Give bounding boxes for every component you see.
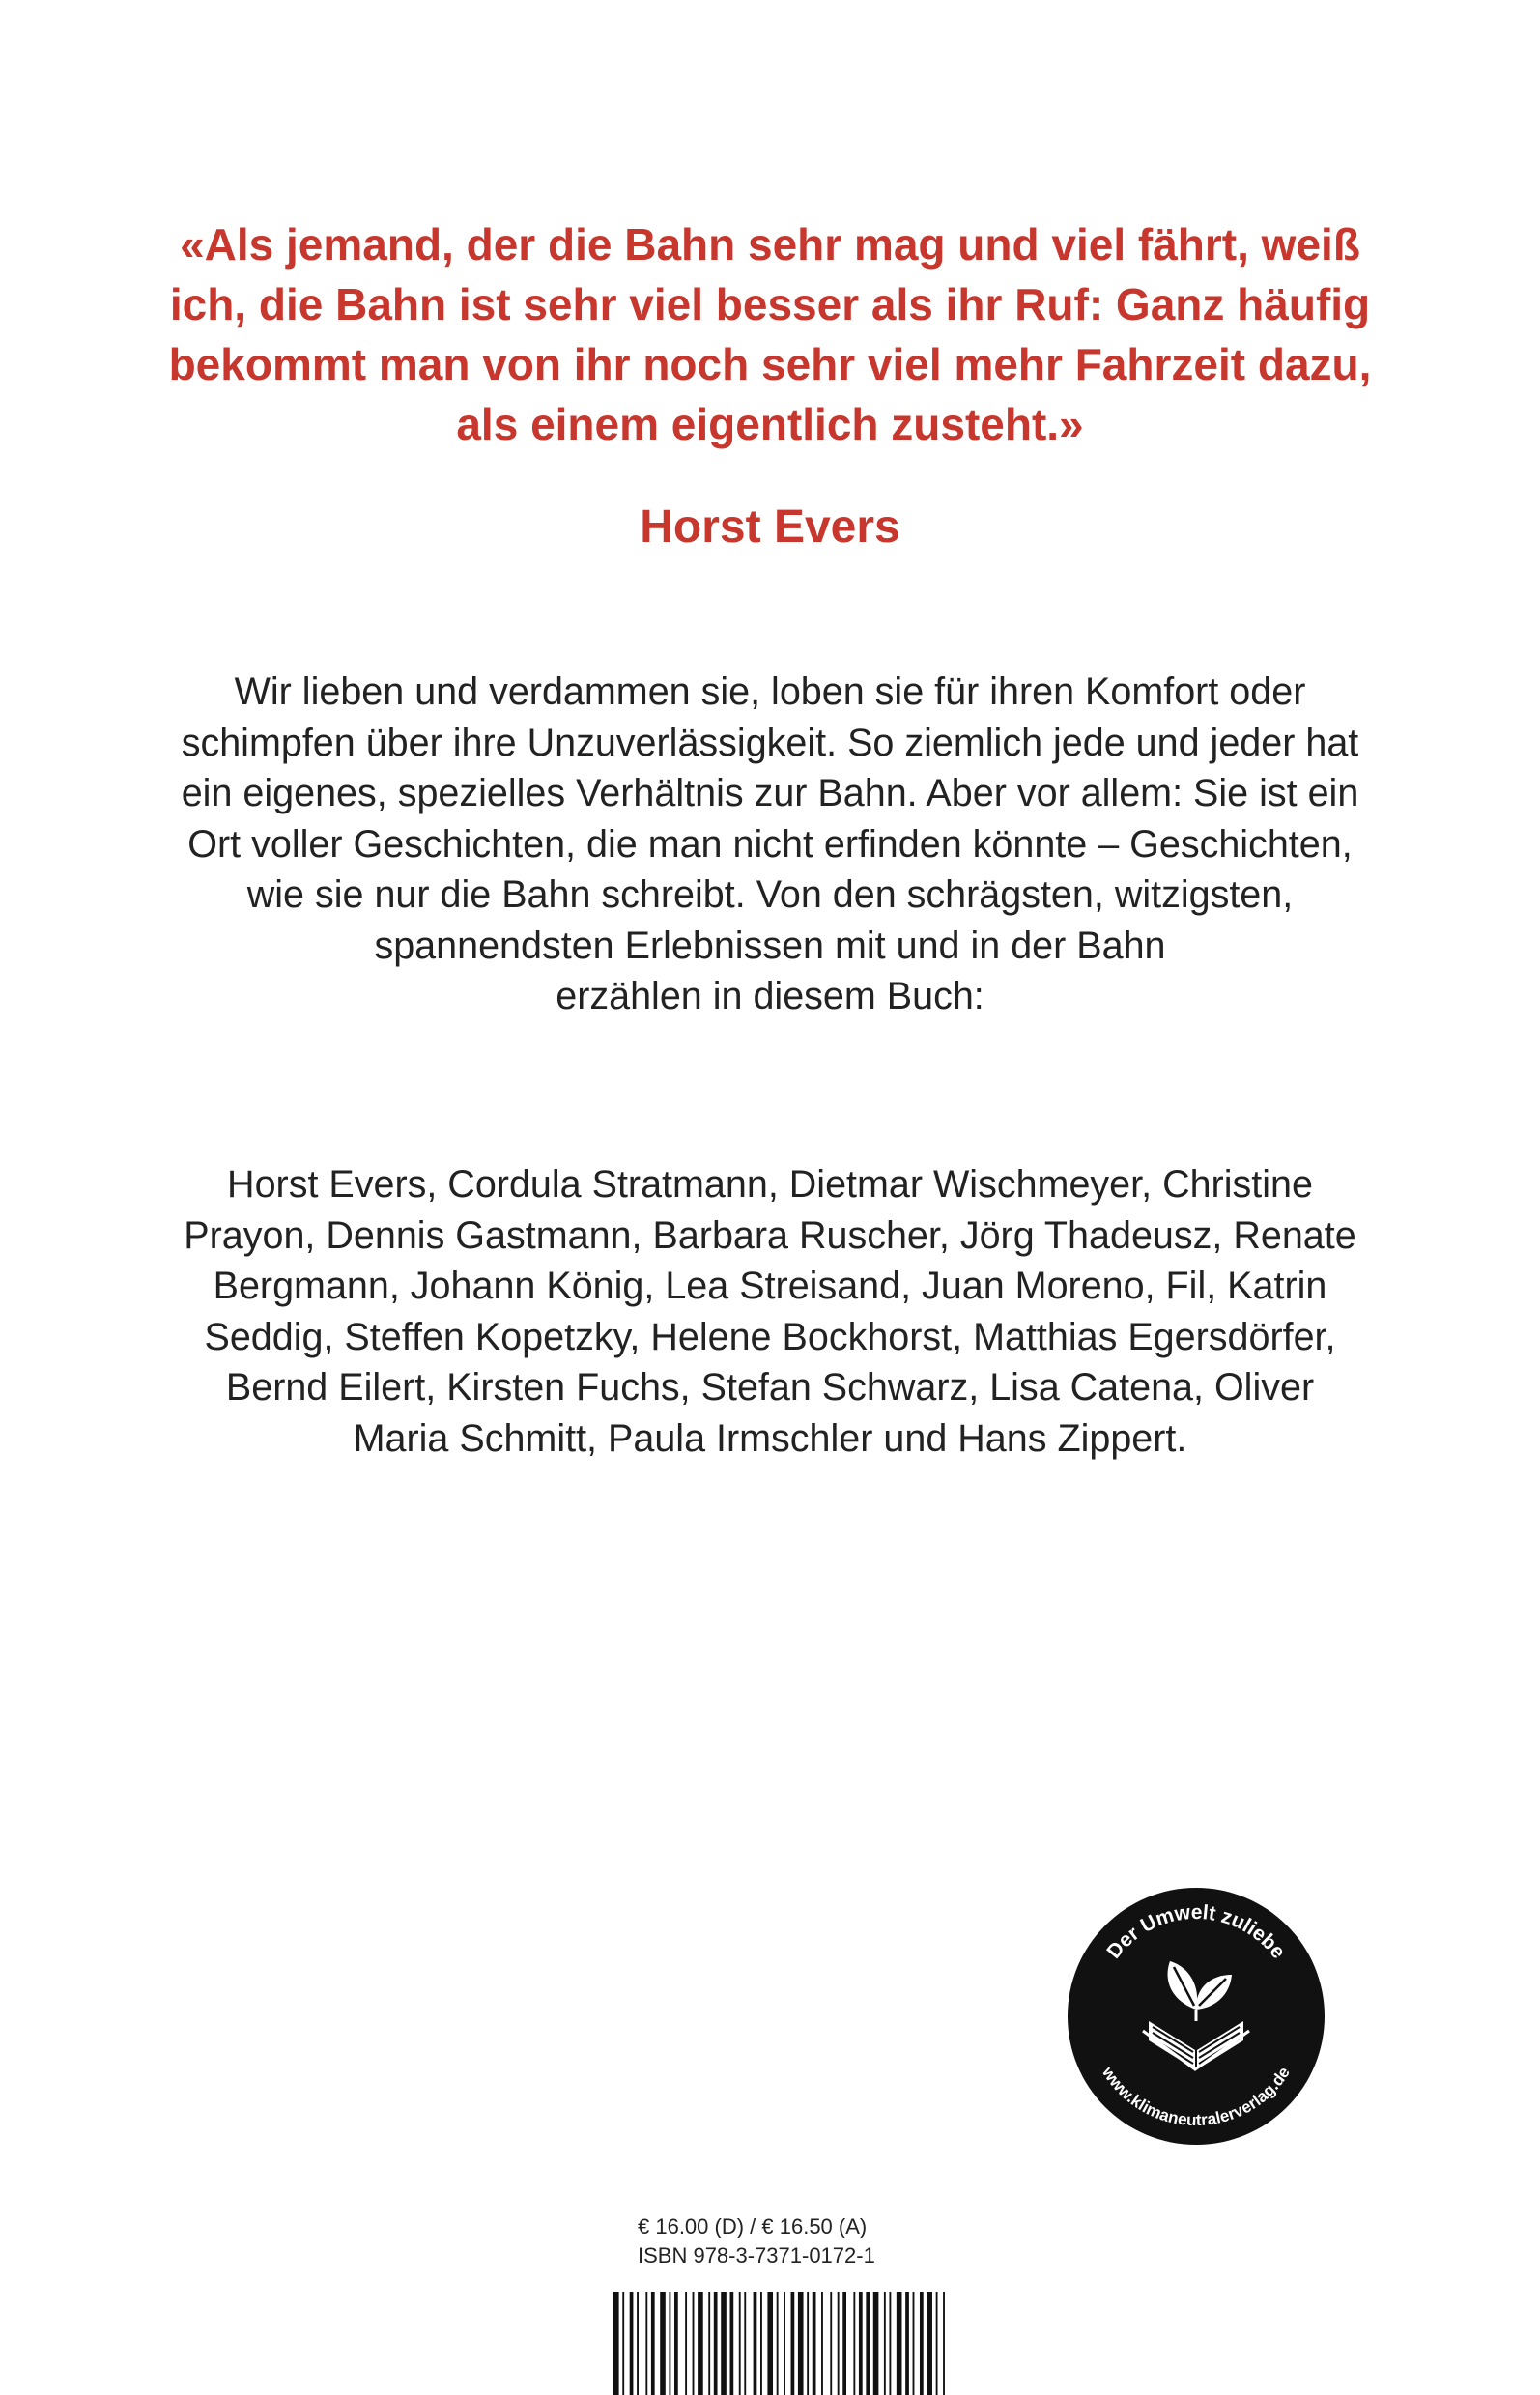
cover-quote bbox=[97, 214, 1443, 454]
barcode-bar bbox=[754, 2292, 757, 2395]
barcode-bar bbox=[791, 2292, 795, 2395]
blurb-line: spannendsten Erlebnissen mit und in der Bahn bbox=[374, 924, 1166, 967]
quote-line: «Als jemand, der die Bahn sehr mag und viel fährt, weiß bbox=[180, 219, 1360, 270]
book-blurb bbox=[58, 667, 1482, 1022]
barcode-bar bbox=[674, 2292, 678, 2395]
barcode-bar bbox=[813, 2292, 816, 2395]
barcode-bar bbox=[905, 2292, 909, 2395]
barcode-bar bbox=[693, 2292, 695, 2395]
barcode-bar bbox=[698, 2292, 703, 2395]
quote-author: Horst Evers bbox=[640, 501, 900, 553]
barcode-bar bbox=[853, 2292, 855, 2395]
isbn-label: ISBN 978-3-7371-0172-1 bbox=[638, 2243, 875, 2267]
barcode-bar bbox=[777, 2292, 779, 2395]
barcode-bar bbox=[784, 2292, 785, 2395]
contributor-line: Bernd Eilert, Kirsten Fuchs, Stefan Schwarz, Lisa Catena, Oliver bbox=[225, 1366, 1315, 1409]
barcode-bar bbox=[838, 2292, 840, 2395]
barcode-bar bbox=[866, 2292, 870, 2395]
quote-line: bekommt man von ihr noch sehr viel mehr Fahrzeit dazu, bbox=[168, 339, 1372, 389]
barcode-bar bbox=[622, 2292, 624, 2395]
barcode-bar bbox=[744, 2292, 746, 2395]
barcode-bar bbox=[936, 2292, 938, 2395]
seal-bottom-text: www.klimaneutralerverlag.de bbox=[1098, 2063, 1294, 2130]
contributor-line: Seddig, Steffen Kopetzky, Helene Bockhorst, Matthias Egersdörfer, bbox=[204, 1315, 1336, 1358]
barcode-bar bbox=[630, 2292, 634, 2395]
blurb-line: Ort voller Geschichten, die man nicht erfinden könnte – Geschichten, bbox=[187, 822, 1353, 866]
barcode-bar bbox=[760, 2292, 762, 2395]
blurb-line: erzählen in diesem Buch: bbox=[556, 975, 984, 1017]
barcode-bar bbox=[669, 2292, 670, 2395]
barcode-bar bbox=[821, 2292, 823, 2395]
barcode-bar bbox=[721, 2292, 727, 2395]
barcode-bar bbox=[927, 2292, 932, 2395]
barcode-bar bbox=[807, 2292, 809, 2395]
barcode-bar bbox=[660, 2292, 666, 2395]
blurb-line: Wir lieben und verdammen sie, loben sie für ihren Komfort oder bbox=[234, 670, 1306, 713]
barcode-bar bbox=[767, 2292, 773, 2395]
barcode-bar bbox=[889, 2292, 891, 2395]
quote-line: ich, die Bahn ist sehr viel besser als ihr Ruf: Ganz häufig bbox=[169, 279, 1371, 329]
barcode-bar bbox=[873, 2292, 879, 2395]
barcode-bar bbox=[897, 2292, 902, 2395]
barcode-bar bbox=[637, 2292, 639, 2395]
contributor-line: Maria Schmitt, Paula Irmschler und Hans Zippert. bbox=[353, 1416, 1187, 1460]
barcode-icon bbox=[612, 2292, 947, 2395]
blurb-line: ein eigenes, spezielles Verhältnis zur Bahn. Aber vor allem: Sie ist ein bbox=[181, 772, 1359, 814]
contributor-line: Horst Evers, Cordula Stratmann, Dietmar Wischmeyer, Christine bbox=[227, 1163, 1313, 1206]
contributor-list bbox=[58, 1159, 1482, 1464]
barcode-bar bbox=[714, 2292, 718, 2395]
barcode-bar bbox=[913, 2292, 915, 2395]
contributor-line: Bergmann, Johann König, Lea Streisand, Juan Moreno, Fil, Katrin bbox=[213, 1265, 1327, 1307]
barcode-bar bbox=[645, 2292, 647, 2395]
contributor-line: Prayon, Dennis Gastmann, Barbara Ruscher, Jörg Thadeusz, Renate bbox=[184, 1213, 1356, 1257]
climate-neutral-seal bbox=[1066, 1886, 1326, 2147]
barcode-bar bbox=[651, 2292, 655, 2395]
quote-line: als einem eigentlich zusteht.» bbox=[456, 399, 1084, 449]
barcode-bar bbox=[798, 2292, 804, 2395]
barcode-bar bbox=[842, 2292, 846, 2395]
barcode-bar bbox=[943, 2292, 945, 2395]
barcode-bar bbox=[859, 2292, 863, 2395]
barcode-bar bbox=[884, 2292, 886, 2395]
barcode-bar bbox=[739, 2292, 741, 2395]
price-label: € 16.00 (D) / € 16.50 (A) bbox=[638, 2214, 868, 2238]
barcode-bar bbox=[708, 2292, 710, 2395]
price-info bbox=[638, 2212, 927, 2270]
seal-top-text: Der Umwelt zuliebe bbox=[1102, 1900, 1290, 1963]
blurb-line: schimpfen über ihre Unzuverlässigkeit. So ziemlich jede und jeder hat bbox=[181, 721, 1359, 764]
blurb-line: wie sie nur die Bahn schreibt. Von den schrägsten, witzigsten, bbox=[246, 873, 1294, 916]
barcode-bar bbox=[613, 2292, 619, 2395]
barcode-bar bbox=[920, 2292, 924, 2395]
barcode-bar bbox=[730, 2292, 734, 2395]
barcode-bar bbox=[830, 2292, 832, 2395]
barcode-bar bbox=[685, 2292, 687, 2395]
